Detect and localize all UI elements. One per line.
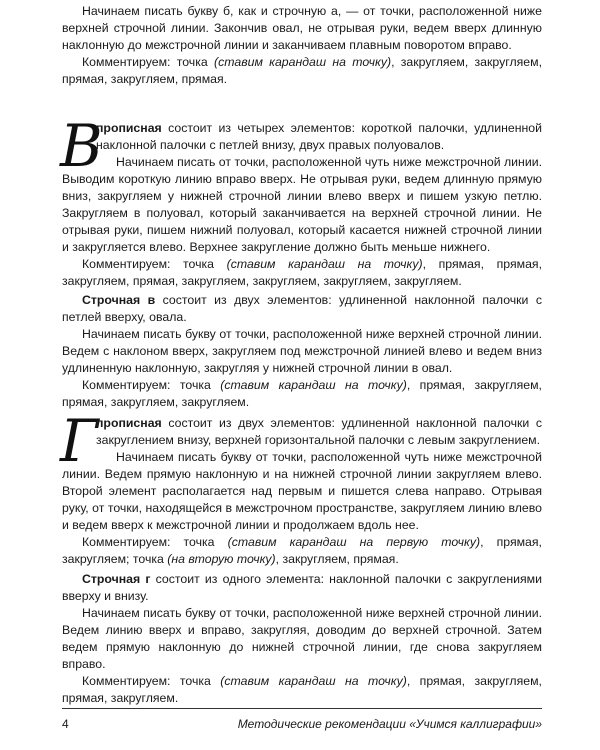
comment-v-uppercase [62,256,542,290]
footer-title: Методические рекомендации «Учимся каллиграфии» [237,717,542,731]
comment-label: Комментируем: точка [82,55,214,69]
comment-italic-first: (ставим карандаш на первую точку) [227,535,481,549]
comment-italic-second: (на вторую точку) [167,552,276,566]
comment-label: Комментируем: точка [82,674,221,688]
comment-italic: (ставим карандаш на точку) [226,257,423,271]
lead-g-lowercase [62,571,542,605]
comment-v-lowercase [62,377,542,411]
lead-v-lowercase [62,292,542,326]
comment-italic: (ставим карандаш на точку) [214,55,392,69]
page-number: 4 [62,717,69,731]
lead-text: состоит из одного элемента: наклонной палочки с закруглениями вверху и внизу. [62,572,542,603]
paragraph-b-description: Начинаем писать букву б, как и строчную а, — от точки, расположенной ниже верхней строчной линии. Закончив овал, не отрывая руки, ведем вверх длинную наклонную до межстрочной линии и заканчиваем плавным поворотом вправо. [62,4,542,52]
lead-text: состоит из двух элементов: удлиненной наклонной палочки с петлей вверху, овала. [62,293,542,324]
lead-text: состоит из двух элементов: удлиненной наклонной палочки с закруглением внизу, верхней горизонтальной палочки с левым закруглением. [96,416,542,447]
comment-text: , прямая, закругляем, прямая, закругляем. [62,674,542,705]
comment-italic: (ставим карандаш на точку) [220,674,407,688]
comment-text: , закругляем, закругляем, прямая, закругляем, прямая. [62,55,542,86]
comment-g-lowercase [62,673,542,707]
term-bold: прописная [96,121,162,135]
paragraph-v-uppercase-how: Начинаем писать от точки, расположенной чуть ниже межстрочной линии. Выводим короткую линию вправо вверх. Не отрывая руки, ведем длинную прямую вниз, закругляем у нижней строчной линии влево вверх и пишем узкую петлю. Закругляем в полуовал, который заканчивается на верхней строчной линии. Не отрывая руки, пишем нижний полуовал, который касается нижней строчной линии и закругляется влево. Верхнее закругление должно быть меньше нижнего. [62,155,542,254]
comment-italic: (ставим карандаш на точку) [220,378,407,392]
comment-text: , закругляем, прямая. [275,552,399,566]
section-g-uppercase [60,407,542,568]
comment-text: , прямая, закругляем, прямая, закругляем, закругляем. [62,378,542,409]
comment-text: , прямая, прямая, закругляем, прямая, закругляем, закругляем, закругляем, закругляем. [62,257,542,288]
comment-label: Комментируем: точка [82,257,227,271]
comment-label: Комментируем: точка [82,535,228,549]
term-bold: прописная [96,416,162,430]
comment-text-mid: , прямая, закругляем; точка [62,535,542,566]
paragraph-v-lowercase-how: Начинаем писать букву от точки, расположенной ниже верхней строчной линии. Ведем с наклоном вверх, закругляем под межстрочной линией влево и ведем вниз удлиненную наклонную, закругляя у нижней строчной линии в овал. [62,327,542,375]
section-v-lowercase [62,292,542,411]
paragraph-g-uppercase-how: Начинаем писать букву от точки, расположенной чуть ниже межстрочной линии. Ведем прямую наклонную и на нижней строчной линии закругляем влево. Второй элемент располагается над первым и пишется слева направо. Отрывая руку, от точки, находящейся в межстрочном пространстве, закругляем линию влево и ведем вверх к межстрочной линии и продолжаем вдоль нее. [62,450,542,532]
comment-label: Комментируем: точка [82,378,221,392]
lead-g-uppercase [60,407,542,475]
lead-text: состоит из четырех элементов: короткой палочки, удлиненной наклонной палочки с петлей внизу, двух правых полуовалов. [96,121,542,152]
term-bold: Строчная в [82,293,156,307]
paragraph-g-lowercase-how: Начинаем писать букву от точки, расположенной ниже верхней строчной линии. Ведем линию вверх и вправо, закругляя, доводим до верхней строчной. Затем ведем прямую наклонную до нижней строчной линии, где снова закругляем вправо. [62,606,542,671]
lead-v-uppercase [60,112,542,180]
section-b-lowercase [62,3,542,88]
dropcap-g: Г [60,407,99,475]
comment-b [62,54,542,88]
dropcap-v: В [60,112,103,180]
term-bold: Строчная г [82,572,151,586]
footer-divider [62,708,542,709]
section-g-lowercase [62,571,542,707]
comment-g-uppercase [62,534,542,568]
section-v-uppercase [60,112,542,290]
